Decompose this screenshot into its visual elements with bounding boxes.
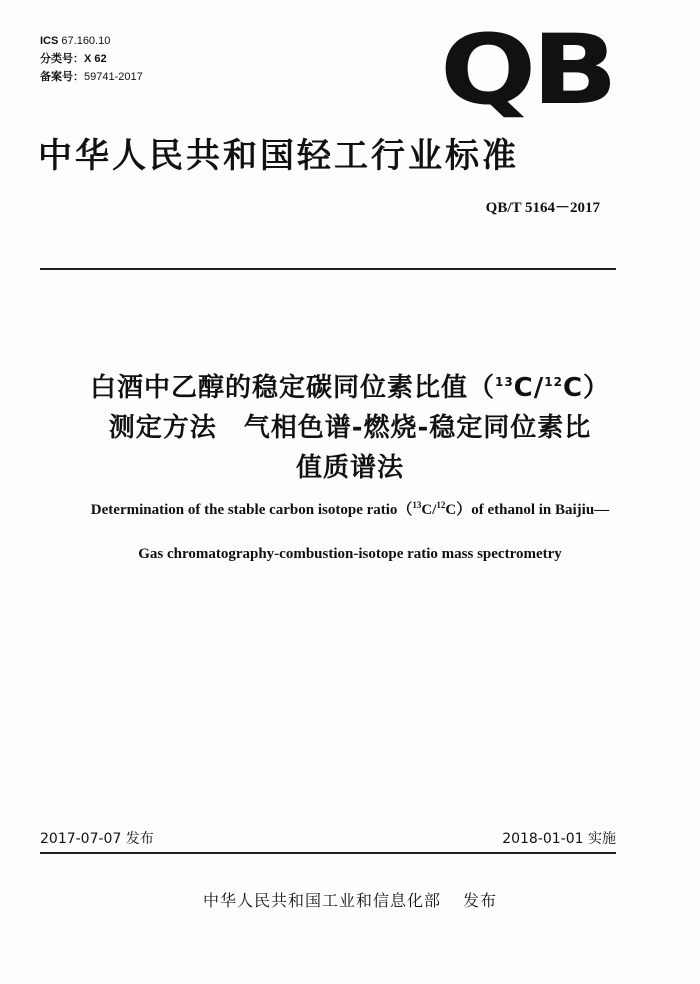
english-title [20, 494, 680, 565]
en-sup-12: 12 [436, 500, 446, 510]
ics-row [40, 32, 143, 50]
org-title: 中华人民共和国轻工行业标准 [38, 136, 519, 176]
record-label: 备案号： [40, 71, 84, 83]
category-label: 分类号： [40, 53, 84, 65]
publisher [0, 888, 700, 911]
cn-title-mid: C/ [513, 373, 545, 403]
cn-title-prefix: 白酒中乙醇的稳定碳同位素比值（ [89, 373, 495, 403]
top-divider [40, 268, 616, 270]
english-title-line-1 [20, 494, 680, 521]
ics-label: ICS [40, 35, 59, 47]
record-value: 59741-2017 [84, 71, 143, 83]
chinese-title-line-2: 测定方法 气相色谱-燃烧-稳定同位素比 [108, 413, 592, 443]
en-title-mid: C/ [421, 502, 437, 518]
implement-date: 2018-01-01 实施 [502, 831, 616, 847]
record-row [40, 68, 143, 86]
category-row [40, 50, 143, 68]
standard-number: QB/T 5164－2017 [485, 200, 600, 216]
en-title-suffix: C）of ethanol in Baijiu— [445, 502, 610, 518]
bottom-divider [40, 852, 616, 854]
publisher-action: 发布 [463, 891, 498, 910]
english-title-line-2: Gas chromatography-combustion-isotope ratio mass spectrometry [138, 546, 562, 562]
qb-logo: QB [440, 14, 614, 126]
en-title-prefix: Determination of the stable carbon isotope ratio（ [90, 502, 413, 518]
ics-value: 67.160.10 [61, 35, 111, 47]
cn-title-suffix: C） [562, 373, 611, 403]
chinese-title-line-1 [30, 362, 670, 408]
cn-sup-13: 13 [494, 375, 514, 389]
en-sup-13: 13 [412, 500, 422, 510]
chinese-title [30, 362, 670, 488]
category-value: X 62 [84, 53, 107, 65]
document-meta [40, 32, 143, 86]
chinese-title-line-3: 值质谱法 [295, 453, 404, 483]
issue-date: 2017-07-07 发布 [40, 831, 154, 847]
publisher-name: 中华人民共和国工业和信息化部 [202, 891, 441, 910]
cn-sup-12: 12 [544, 375, 563, 389]
